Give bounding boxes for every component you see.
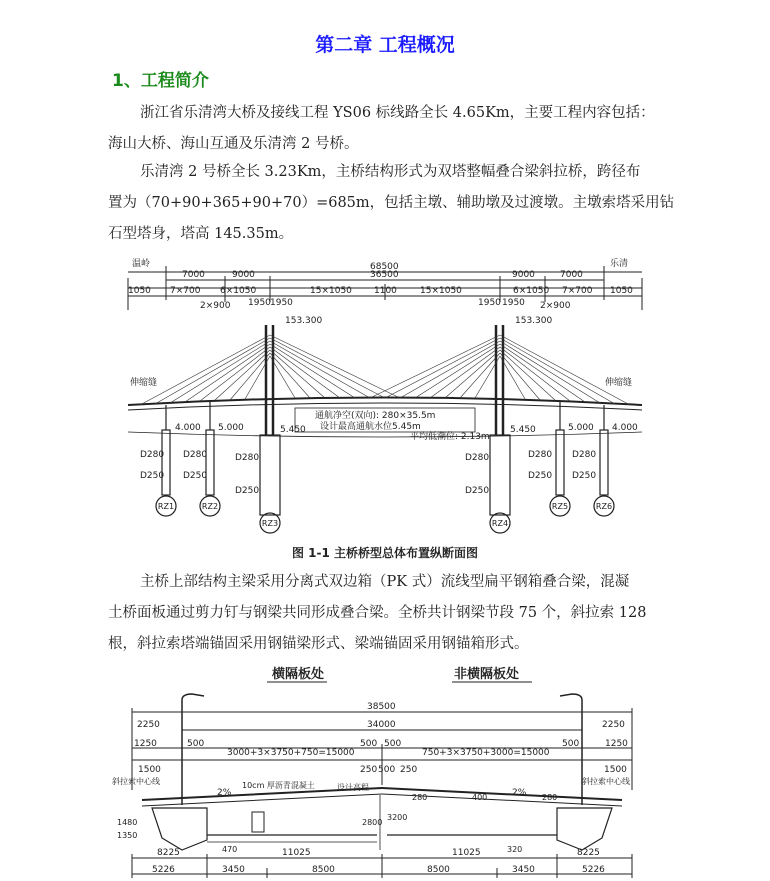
fig2-dim-row-4: 500 [384,739,402,749]
dim-r1-2: 36500 [370,270,399,280]
fig2-dim-total: 38500 [367,702,396,712]
pile-4: D280 [235,453,260,463]
cable-center-right: 斜拉索中心线 [582,777,630,786]
pier-rz6: RZ6 [595,502,613,511]
fig2-small-0: 250 [360,765,378,775]
dim-r3-2: 1950 [270,298,293,308]
dim-r2-1: 7×700 [170,286,201,296]
tower-elev-right: 153.300 [515,316,553,326]
height-400: 400 [472,793,488,802]
left-h-1480: 1480 [117,818,138,827]
bottom-r2-5: 5226 [582,865,605,875]
pier-rz5: RZ5 [551,502,569,511]
cross-section-figure [112,660,652,881]
dim-r3-4: 1950 [502,298,525,308]
dim-r2-5: 15×1050 [420,286,462,296]
dim-r1-3: 9000 [512,270,535,280]
pile-6: D280 [465,453,490,463]
dim-r1-0: 7000 [182,270,205,280]
dim-r2-6: 6×1050 [513,286,550,296]
pier-rz2: RZ2 [201,502,219,511]
para2-line1: 乐清湾 2 号桥全长 3.23Km，主桥结构形式为双塔整幅叠合梁斜拉桥，跨径布 [140,164,641,180]
dir-left: 温岭 [132,259,151,269]
slope-right: 2% [512,788,527,798]
elev-5: 4.000 [612,423,638,433]
tower-elev-left: 153.300 [285,316,323,326]
fig2-dim-row-7: 1250 [605,739,628,749]
pile-10: D280 [572,450,597,460]
elev-3: 5.450 [510,425,536,435]
pile-2: D280 [183,450,208,460]
pier-rz1: RZ1 [157,502,175,511]
fig2-dim-2250-right: 2250 [602,720,625,730]
label-right: 非横隔板处 [454,667,520,682]
pier-rz3: RZ3 [261,519,279,528]
elev-2: 5.450 [280,425,306,435]
fig2-dim-row-5: 750+3×3750+3000=15000 [422,748,550,758]
height-2800: 2800 [362,818,383,827]
paragraph-2 [108,157,675,250]
pile-1: D250 [140,471,165,481]
figure-caption: 图 1-1 主桥桥型总体布置纵断面图 [291,546,479,560]
left-h-470: 470 [222,845,238,854]
pile-8: D280 [528,450,553,460]
elev-0: 4.000 [175,423,201,433]
dim-r1-1: 9000 [232,270,255,280]
dim-r2-2: 6×1050 [220,286,257,296]
dim-r2-7: 7×700 [562,286,593,296]
fig2-dim-row-0: 1250 [134,739,157,749]
bottom-r2-2: 8500 [312,865,335,875]
cable-center-left: 斜拉索中心线 [112,777,160,786]
nav-clearance: 通航净空(双向): 280×35.5m [315,411,436,421]
fig2-dim-2250-left: 2250 [137,720,160,730]
small-320: 320 [507,845,523,854]
bottom-r2-0: 5226 [152,865,175,875]
bottom-r2-3: 8500 [427,865,450,875]
pile-7: D250 [465,486,490,496]
dim-r3-0: 2×900 [200,301,231,311]
pile-9: D250 [528,471,553,481]
height-280b: 280 [542,793,558,802]
para1-line1: 浙江省乐清湾大桥及接线工程 YS06 标线路全长 4.65Km，主要工程内容包括： [140,105,655,121]
fig2-dim-row-2: 3000+3×3750+750=15000 [227,748,355,758]
design-elev: 设计高程 [337,783,369,792]
bottom-r1-0: 8225 [157,848,180,858]
chapter-title: 第二章 工程概况 [315,34,455,56]
dim-total: 68500 [370,262,399,272]
left-h-1350: 1350 [117,831,138,840]
pile-3: D250 [183,471,208,481]
para3-line2: 土桥面板通过剪力钉与钢梁共同形成叠合梁。全桥共计钢梁节段 75 个，斜拉索 128 [108,605,647,621]
bridge-elevation-figure [120,250,650,540]
bottom-r1-2: 11025 [452,848,481,858]
dim-r1-4: 7000 [560,270,583,280]
elev-4: 5.000 [568,423,594,433]
dim-r3-5: 2×900 [540,301,571,311]
expansion-joint-right: 伸缩缝 [605,378,633,388]
pile-11: D250 [572,471,597,481]
dim-r2-8: 1050 [610,286,633,296]
design-water: 设计最高通航水位5.45m [320,422,421,432]
fig2-dim-row-1: 500 [187,739,205,749]
dim-r2-4: 1100 [374,286,397,296]
bottom-r2-4: 3450 [512,865,535,875]
expansion-joint-left: 伸缩缝 [130,378,158,388]
slope-left: 2% [217,788,232,798]
para2-line3: 石型塔身，塔高 145.35m。 [108,226,294,242]
elev-1: 5.000 [218,423,244,433]
bottom-r1-1: 11025 [282,848,311,858]
bottom-r2-1: 3450 [222,865,245,875]
fig2-dim-row-6: 500 [562,739,580,749]
fig2-dim-row-3: 500 [360,739,378,749]
height-280a: 280 [412,793,428,802]
pile-0: D280 [140,450,165,460]
dir-right: 乐清 [610,259,629,269]
fig2-dim-inner: 34000 [367,720,396,730]
section-heading: 1、工程简介 [112,71,209,91]
pile-5: D250 [235,486,260,496]
para2-line2: 置为（70+90+365+90+70）=685m，包括主墩、辅助墩及过渡墩。主墩索塔采用钻 [108,195,675,211]
dim-r3-1: 1950 [248,298,271,308]
low-water: 平均低潮位: 2.13m [410,432,490,442]
paragraph-3 [108,567,668,660]
label-left: 横隔板处 [272,667,325,682]
para3-line1: 主桥上部结构主梁采用分离式双边箱（PK 式）流线型扁平钢箱叠合梁，混凝 [140,574,630,590]
pier-rz4: RZ4 [491,519,509,528]
fig2-small-1: 500 [378,765,396,775]
asphalt: 10cm 厚沥青混凝土 [242,781,315,790]
height-3200: 3200 [387,813,408,822]
dim-r3-3: 1950 [478,298,501,308]
fig2-1500-left: 1500 [138,765,161,775]
para1-line2: 海山大桥、海山互通及乐清湾 2 号桥。 [108,136,359,152]
dim-r2-3: 15×1050 [310,286,352,296]
paragraph-1 [108,98,668,160]
fig2-small-2: 250 [400,765,418,775]
fig2-1500-right: 1500 [604,765,627,775]
para3-line3: 根，斜拉索塔端锚固采用钢锚梁形式、梁端锚固采用钢锚箱形式。 [108,636,529,652]
dim-r2-0: 1050 [128,286,151,296]
bottom-r1-3: 8225 [577,848,600,858]
